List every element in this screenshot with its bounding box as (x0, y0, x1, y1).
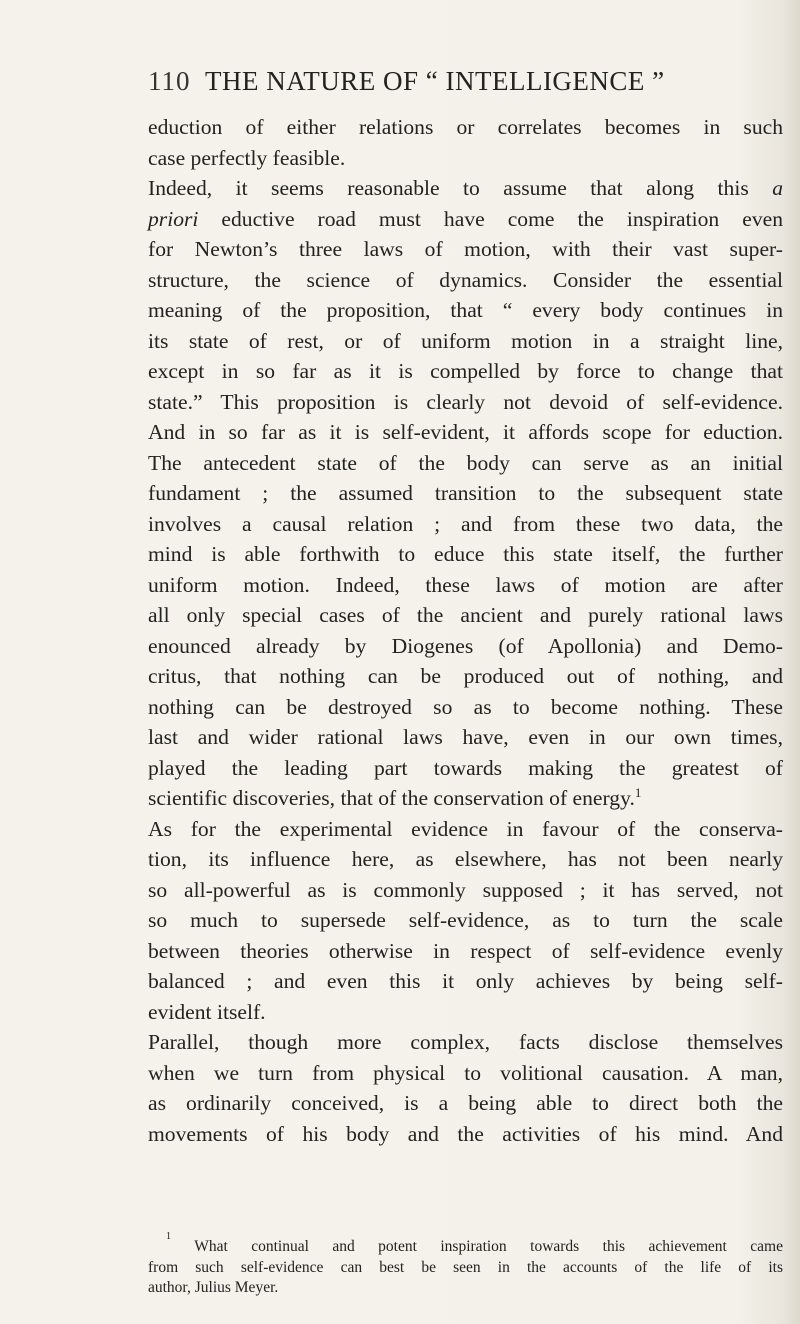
text-line-italic-priori: priori eductive road must have come the inspiration even (148, 206, 783, 231)
text-line: structure, the science of dynamics. Consider the essential (148, 267, 783, 292)
text-line: uniform motion. Indeed, these laws of motion are after (148, 572, 783, 597)
footnote (148, 1231, 783, 1299)
text-line: movements of his body and the activities of his mind. And (148, 1121, 783, 1146)
text-line: balanced ; and even this it only achieves by being self- (148, 969, 783, 993)
text-line: critus, that nothing can be produced out of nothing, and (148, 664, 783, 688)
running-head: THE NATURE OF “ INTELLIGENCE ” (205, 66, 665, 96)
text-line: played the leading part towards making the greatest of (148, 755, 783, 780)
text-line: so much to supersede self-evidence, as to turn the scale (148, 908, 783, 932)
italic-a: a (772, 176, 783, 200)
text-line: its state of rest, or of uniform motion in a straight line, (148, 328, 783, 353)
text-line-with-footnote-ref: scientific discoveries, that of the conservation of energy.$^1$ (148, 784, 642, 810)
footnote-line: from such self-evidence can best be seen in the accounts of the life of its (148, 1258, 783, 1276)
text-line: As for the experimental evidence in favour of the conserva- (148, 816, 783, 841)
text-line: meaning of the proposition, that “ every body continues in (148, 298, 783, 322)
text-line: except in so far as it is compelled by force to change that (148, 359, 783, 383)
text-line: last and wider rational laws have, even in our own times, (148, 725, 783, 749)
text-line: between theories otherwise in respect of self-evidence evenly (148, 938, 783, 963)
text-line: nothing can be destroyed so as to become nothing. These (148, 694, 783, 719)
footnote-marker: 1 (166, 1231, 171, 1242)
footnote-line: author, Julius Meyer. (148, 1279, 279, 1296)
text-line: so all-powerful as is commonly supposed ; it has served, not (148, 877, 783, 902)
body-text (148, 112, 783, 1149)
text-line: all only special cases of the ancient and purely rational laws (148, 603, 783, 627)
page-number: 110 (148, 66, 191, 96)
text-line: involves a causal relation ; and from these two data, the (148, 511, 783, 536)
text-line: And in so far as it is self-evident, it affords scope for eduction. (148, 420, 783, 444)
footnote-reference[interactable]: 1 (634, 784, 642, 800)
text-line: as ordinarily conceived, is a being able to direct both the (148, 1091, 783, 1115)
text-line: for Newton’s three laws of motion, with their vast super- (148, 237, 783, 261)
italic-priori: priori (148, 206, 199, 231)
text-line: enounced already by Diogenes (of Apollonia) and Demo- (148, 633, 783, 658)
text-line: Parallel, though more complex, facts disclose themselves (148, 1030, 783, 1054)
text-line-italic-a: Indeed, it seems reasonable to assume that along this a (148, 176, 783, 200)
text-line: eduction of either relations or correlates becomes in such (148, 115, 783, 139)
text-line: evident itself. (148, 999, 266, 1024)
text-line: mind is able forthwith to educe this state itself, the further (148, 542, 783, 566)
text-line: case perfectly feasible. (148, 145, 346, 170)
text-line: The antecedent state of the body can serve as an initial (148, 450, 783, 475)
text-line: state.” This proposition is clearly not devoid of self-evidence. (148, 389, 783, 414)
page-header (148, 66, 740, 106)
text-line: when we turn from physical to volitional causation. A man, (148, 1060, 783, 1085)
footnote-line: $^1$ What continual and potent inspiration towards this achievement came (166, 1231, 783, 1255)
text-line: tion, its influence here, as elsewhere, has not been nearly (148, 847, 783, 871)
text-line: fundament ; the assumed transition to the subsequent state (148, 481, 783, 505)
